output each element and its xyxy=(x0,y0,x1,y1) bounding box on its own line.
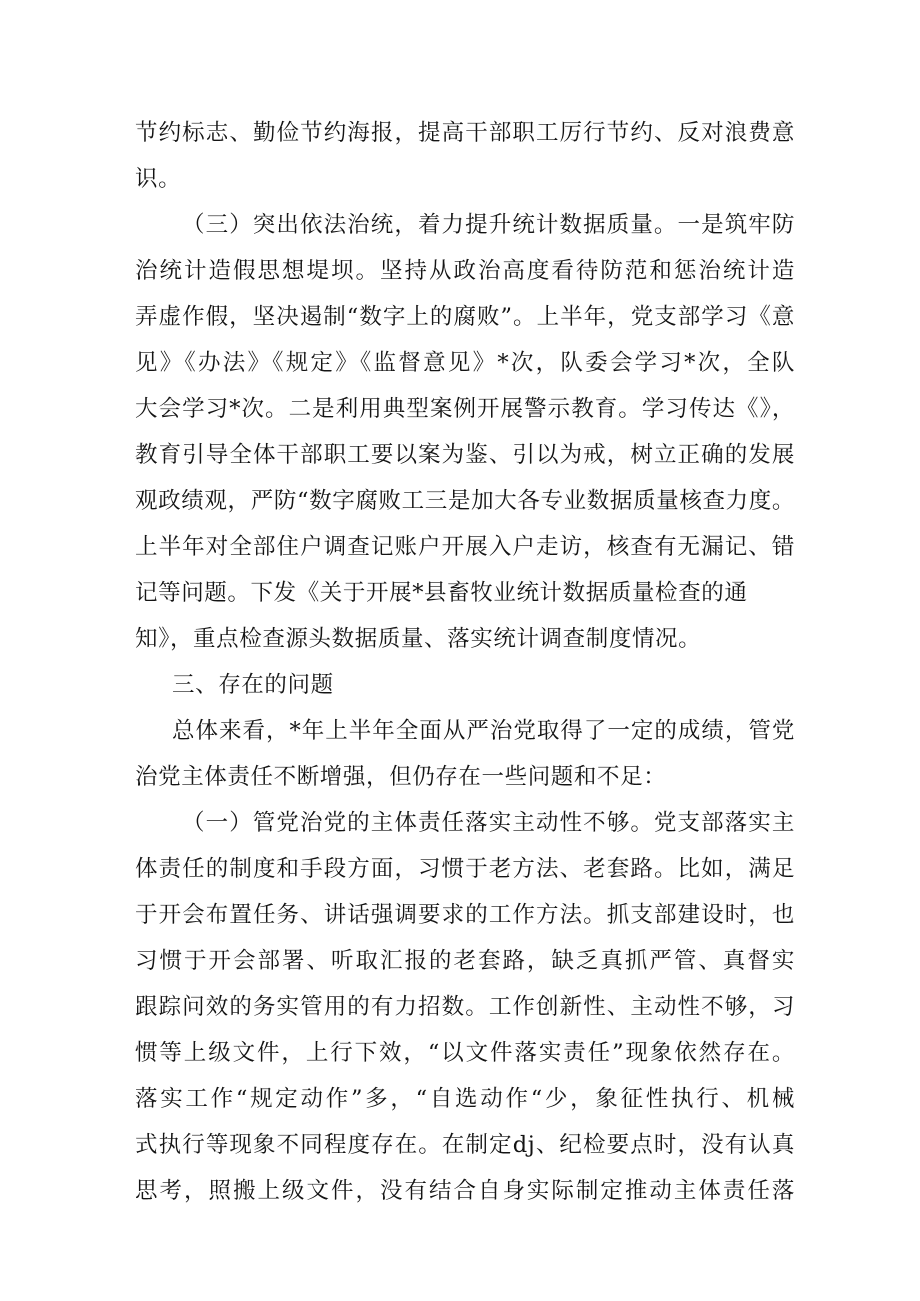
text-line: 大会学习*次。二是利用典型案例开展警示教育。学习传达《》， xyxy=(135,396,795,422)
text-line: 记等问题。下发《关于开展*县畜牧业统计数据质量检查的通 xyxy=(135,580,748,606)
text-line: 见》《办法》《规定》《监督意见》*次，队委会学习*次，全队 xyxy=(135,350,795,376)
text-line: 体责任的制度和手段方面，习惯于老方法、老套路。比如，满足 xyxy=(135,856,795,882)
document-body xyxy=(135,110,795,1214)
text-line: 节约标志、勤俭节约海报，提高干部职工厉行节约、反对浪费意 xyxy=(135,120,795,146)
section-heading-line: （一）管党治党的主体责任落实主动性不够。党支部落实主 xyxy=(182,810,795,836)
text-line: 思考，照搬上级文件，没有结合自身实际制定推动主体责任落 xyxy=(135,1178,795,1204)
text-line: 式执行等现象不同程度存在。在制定dj、纪检要点时，没有认真 xyxy=(135,1132,795,1158)
text-line: 于开会布置任务、讲话强调要求的工作方法。抓支部建设时，也 xyxy=(135,902,795,928)
text-line: 跟踪问效的务实管用的有力招数。工作创新性、主动性不够，习 xyxy=(135,994,795,1020)
text-line: 总体来看，*年上半年全面从严治党取得了一定的成绩，管党 xyxy=(172,718,795,744)
section-title: 三、存在的问题 xyxy=(172,672,334,698)
text-line: 教育引导全体干部职工要以案为鉴、引以为戒，树立正确的发展 xyxy=(135,442,795,468)
text-line: 弄虚作假，坚决遏制“数字上的腐败”。上半年，党支部学习《意 xyxy=(135,304,795,330)
text-line: 治党主体责任不断增强，但仍存在一些问题和不足： xyxy=(135,764,667,790)
text-line: 习惯于开会部署、听取汇报的老套路，缺乏真抓严管、真督实 xyxy=(135,948,795,974)
text-line: 知》，重点检查源头数据质量、落实统计调查制度情况。 xyxy=(135,626,702,652)
text-line: 落实工作“规定动作”多，“自选动作“少，象征性执行、机械 xyxy=(135,1086,795,1112)
text-line: 惯等上级文件，上行下效，“以文件落实责任”现象依然存在。 xyxy=(135,1040,795,1066)
text-line: 上半年对全部住户调查记账户开展入户走访，核查有无漏记、错 xyxy=(135,534,795,560)
text-line: 治统计造假思想堤坝。坚持从政治高度看待防范和惩治统计造 xyxy=(135,258,795,284)
section-heading-line: （三）突出依法治统，着力提升统计数据质量。一是筑牢防 xyxy=(182,212,795,238)
text-line: 观政绩观，严防“数字腐败工三是加大各专业数据质量核查力度。 xyxy=(135,488,795,514)
text-line: 识。 xyxy=(135,166,182,192)
